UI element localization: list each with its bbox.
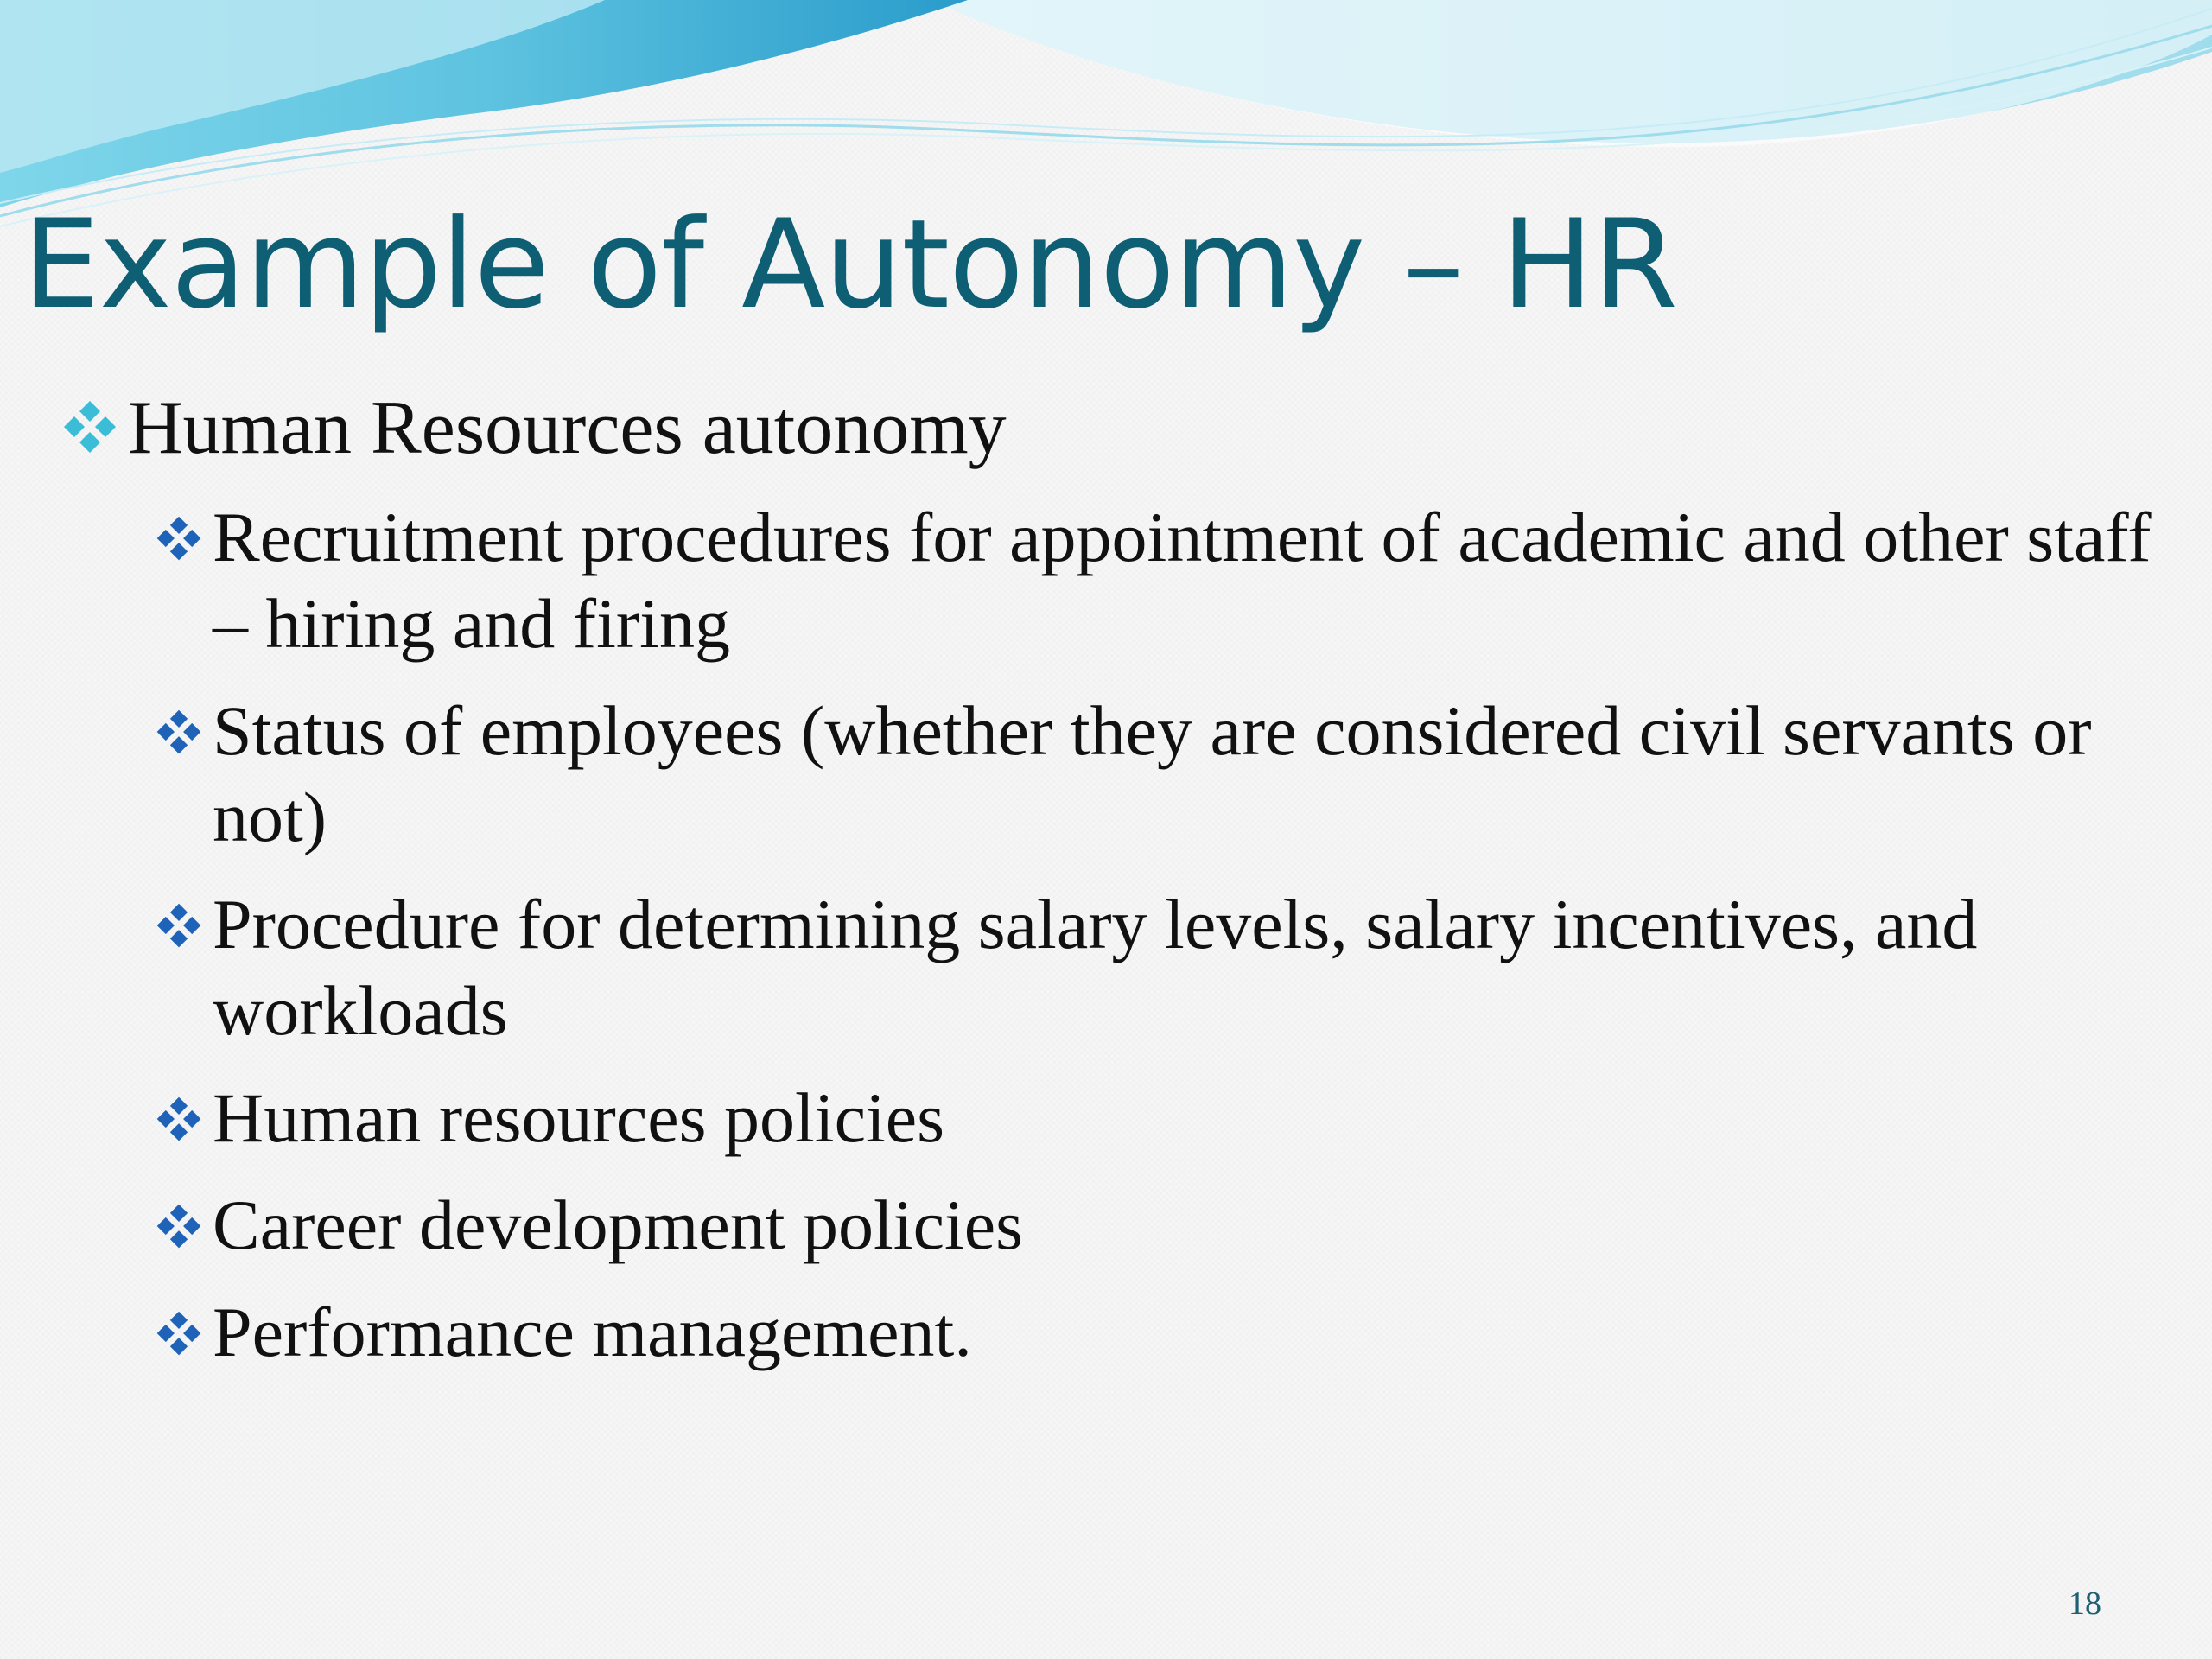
four-diamond-bullet-icon	[156, 709, 202, 755]
slide-title: Example of Autonomy – HR	[22, 194, 1677, 336]
bullet-level2-item	[213, 494, 2174, 667]
four-diamond-bullet-icon	[156, 1203, 202, 1249]
bullet-text: Performance management.	[213, 1293, 972, 1371]
four-diamond-bullet-icon	[156, 902, 202, 949]
four-diamond-bullet-icon	[156, 515, 202, 562]
bullet-level2-item	[213, 1289, 2174, 1376]
bullet-level2-item	[213, 1182, 2174, 1268]
four-diamond-bullet-icon	[156, 1310, 202, 1357]
bullet-level2-item	[213, 1075, 2174, 1161]
four-diamond-bullet-icon	[62, 399, 118, 454]
bullet-level2-item	[213, 688, 2174, 861]
bullet-text: Procedure for determining salary levels, salary incentives, and workloads	[213, 885, 1978, 1050]
bullet-level2-item	[213, 881, 2174, 1054]
four-diamond-bullet-icon	[156, 1096, 202, 1142]
bullet-text: Human Resources autonomy	[128, 386, 1007, 470]
bullet-text: Recruitment procedures for appointment of academic and other staff – hiring and firing	[213, 498, 2152, 663]
bullet-text: Status of employees (whether they are considered civil servants or not)	[213, 691, 2092, 856]
bullet-level1-item	[128, 385, 2115, 472]
page-number: 18	[2069, 1586, 2101, 1622]
bullet-text: Career development policies	[213, 1185, 1024, 1264]
bullet-text: Human resources policies	[213, 1078, 945, 1157]
